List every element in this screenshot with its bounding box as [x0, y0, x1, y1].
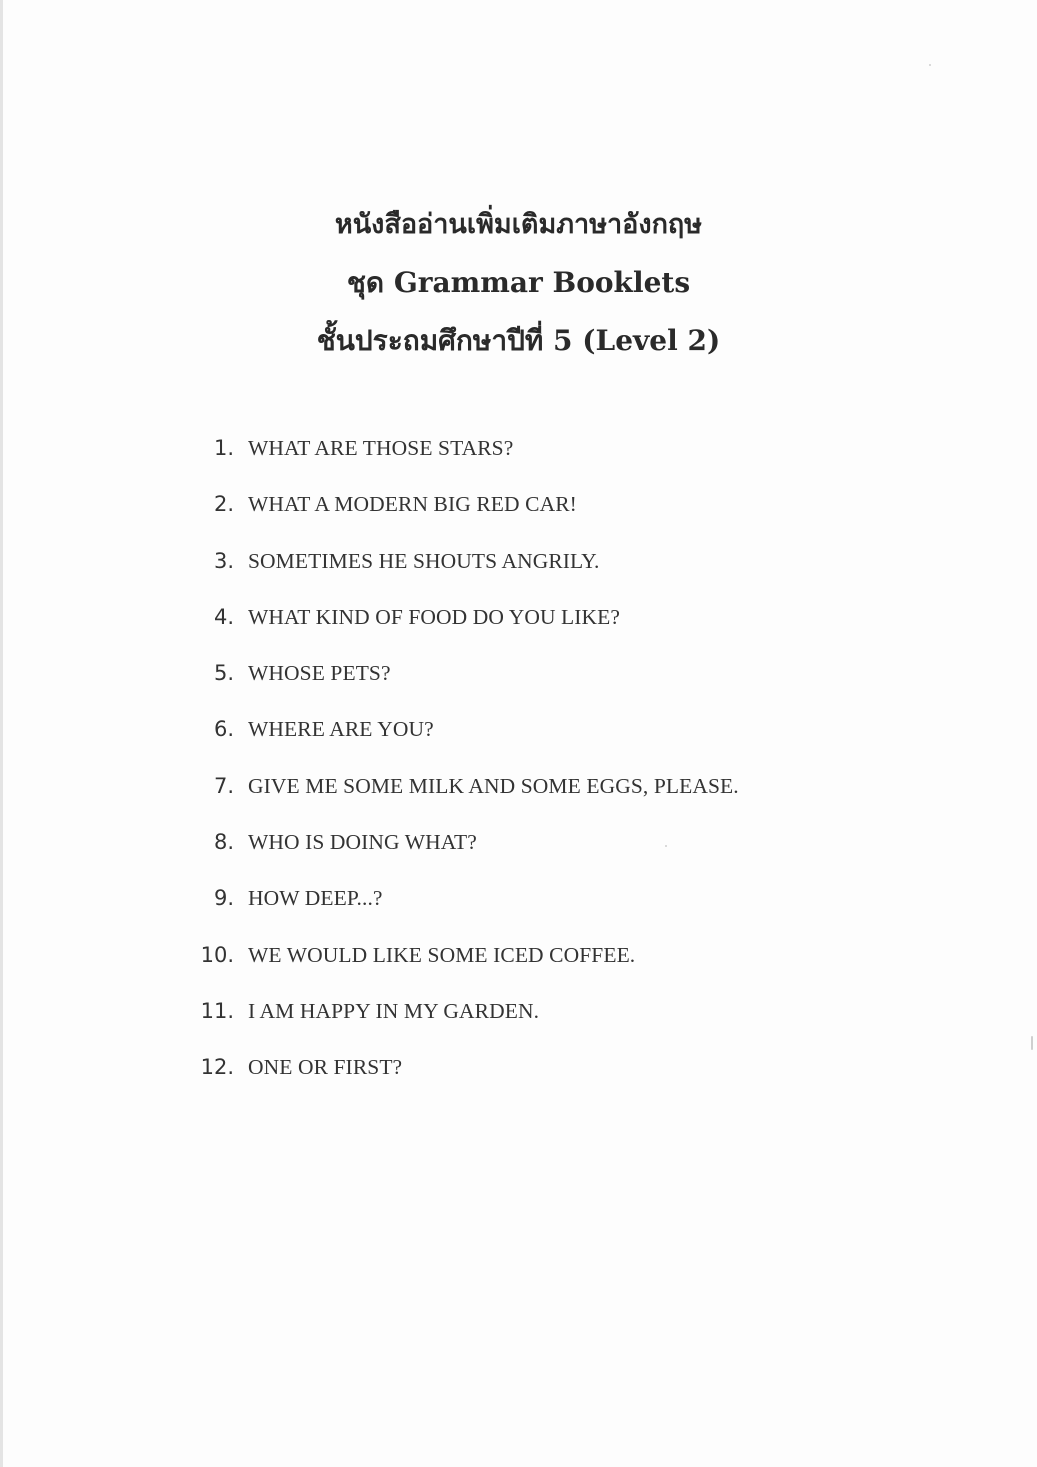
- item-number: 6.: [213, 717, 234, 742]
- item-title: WHERE ARE YOU?: [248, 717, 434, 742]
- item-number: 4.: [213, 604, 234, 629]
- list-item: [182, 650, 982, 706]
- scan-speck: [665, 845, 667, 847]
- item-number: 7.: [213, 773, 234, 798]
- title-block: [0, 196, 1037, 370]
- item-title: WHAT A MODERN BIG RED CAR!: [248, 492, 577, 517]
- list-item: [182, 538, 982, 594]
- list-item: [182, 481, 982, 537]
- item-title: ONE OR FIRST?: [248, 1055, 403, 1080]
- contents-list: [182, 425, 982, 1101]
- item-title: HOW DEEP...?: [248, 886, 383, 911]
- item-number: 12.: [200, 1055, 234, 1080]
- scan-speck: [929, 64, 931, 66]
- scan-speck: [1031, 1036, 1033, 1050]
- item-number: 3.: [213, 548, 234, 573]
- list-item: [182, 1044, 982, 1100]
- title-thai: หนังสืออ่านเพิ่มเติมภาษาอังกฤษ: [334, 209, 703, 240]
- item-title: GIVE ME SOME MILK AND SOME EGGS, PLEASE.: [248, 773, 739, 798]
- item-title: I AM HAPPY IN MY GARDEN.: [248, 998, 540, 1023]
- series-title: ชุด Grammar Booklets: [346, 266, 691, 299]
- item-title: SOMETIMES HE SHOUTS ANGRILY.: [248, 548, 600, 573]
- item-number: 11.: [200, 998, 234, 1023]
- item-number: 1.: [213, 436, 234, 460]
- list-item: [182, 875, 982, 931]
- item-title: WHO IS DOING WHAT?: [248, 830, 477, 855]
- list-item: [182, 932, 982, 988]
- item-number: 10.: [200, 942, 234, 967]
- item-number: 9.: [213, 886, 234, 911]
- item-number: 2.: [213, 492, 234, 517]
- item-number: 5.: [213, 661, 234, 686]
- list-item: [182, 706, 982, 762]
- item-title: WHOSE PETS?: [248, 661, 391, 686]
- item-title: WHAT ARE THOSE STARS?: [248, 436, 514, 460]
- item-title: WHAT KIND OF FOOD DO YOU LIKE?: [248, 604, 621, 629]
- list-item: [182, 594, 982, 650]
- item-number: 8.: [213, 830, 234, 855]
- list-item: [182, 819, 982, 875]
- list-item: [182, 425, 982, 481]
- grade-level: ชั้นประถมศึกษาปีที่ 5 (Level 2): [316, 324, 721, 357]
- item-title: WE WOULD LIKE SOME ICED COFFEE.: [248, 942, 636, 967]
- list-item: [182, 988, 982, 1044]
- list-item: [182, 763, 982, 819]
